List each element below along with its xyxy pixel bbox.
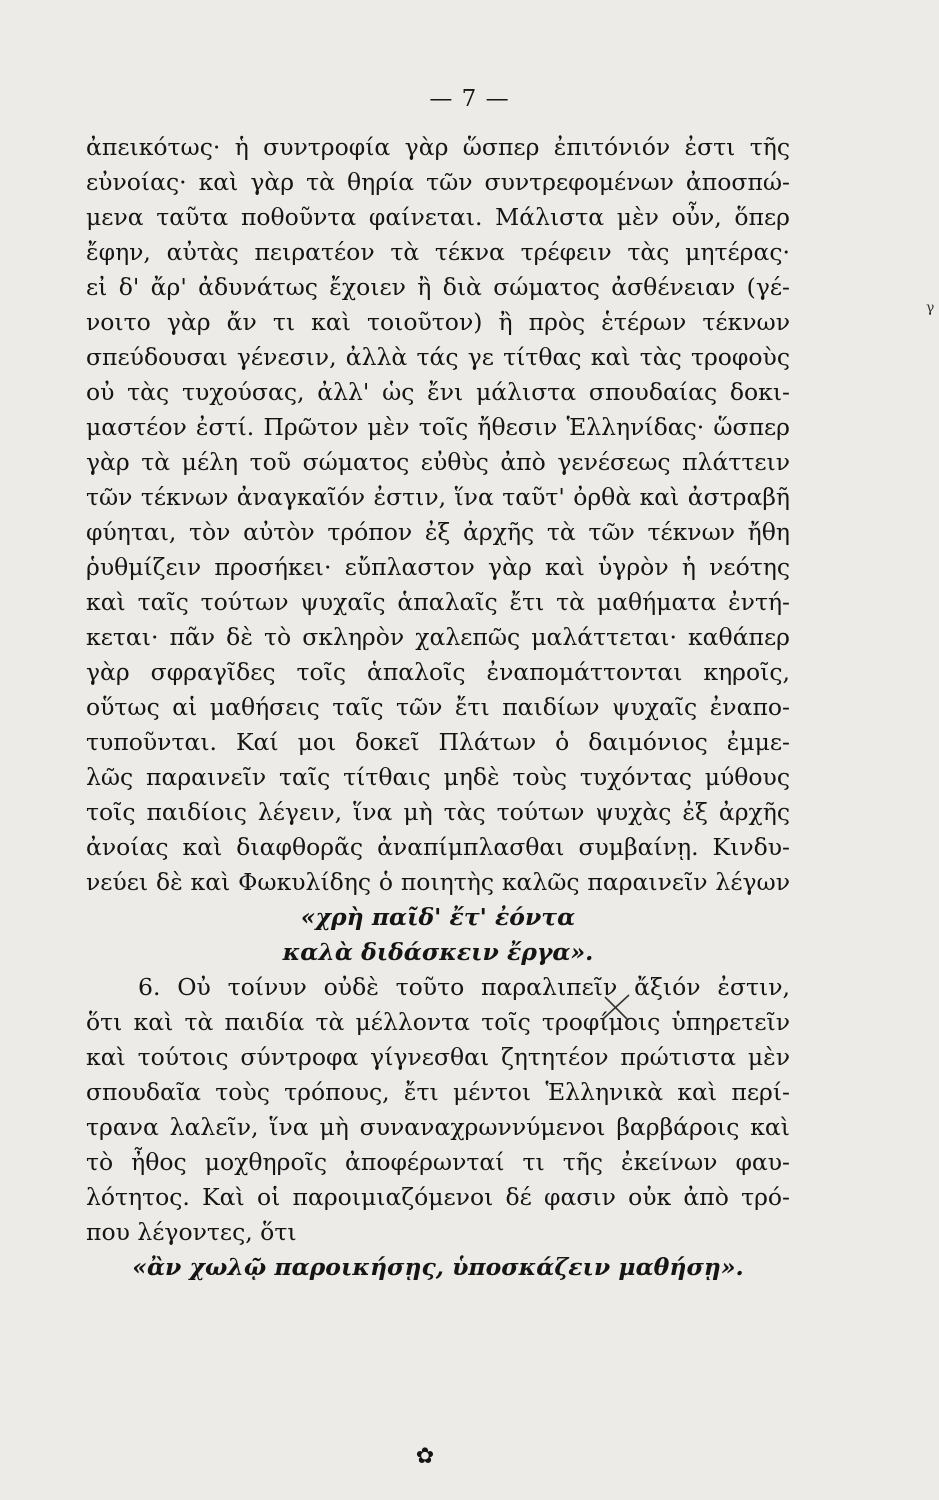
text-line: ὅτι καὶ τὰ παιδία τὰ μέλλοντα τοῖς τροφίμοις ὑπηρετεῖν [86,1008,790,1036]
text-line: τοῖς παιδίοις λέγειν, ἵνα μὴ τὰς τούτων ψυχὰς ἐξ ἀρχῆς [86,798,790,826]
text-line: φύηται, τὸν αὐτὸν τρόπον ἐξ ἀρχῆς τὰ τῶν τέκνων ἤθη [86,518,790,546]
ornament-icon: ✿ [415,1444,435,1469]
text-line: εἰ δ' ἄρ' ἀδυνάτως ἔχοιεν ἢ διὰ σώματος ἀσθένειαν (γέ- [86,273,790,301]
text-line: καὶ ταῖς τούτων ψυχαῖς ἁπαλαῖς ἔτι τὰ μαθήματα ἐντή- [86,588,790,616]
text-line: ἀνοίας καὶ διαφθορᾶς ἀναπίμπλασθαι συμβαίνῃ. Κινδυ- [86,833,790,861]
text-line: τρανα λαλεῖν, ἵνα μὴ συναναχρωννύμενοι βαρβάροις καὶ [86,1113,790,1141]
text-line: 6. Οὐ τοίνυν οὐδὲ τοῦτο παραλιπεῖν ἄξιόν ἐστιν, [138,973,790,1001]
page-number: — 7 — [429,86,510,112]
text-line: καὶ τούτοις σύντροφα γίγνεσθαι ζητητέον πρώτιστα μὲν [86,1043,790,1071]
text-line: ἀπεικότως· ἡ συντροφία γὰρ ὥσπερ ἐπιτόνιόν ἐστι τῆς [86,133,790,161]
body-text [86,130,790,1285]
text-line: που λέγοντες, ὅτι [86,1218,297,1246]
text-line: νεύει δὲ καὶ Φωκυλίδης ὁ ποιητὴς καλῶς παραινεῖν λέγων [86,868,790,896]
text-line: σπουδαῖα τοὺς τρόπους, ἔτι μέντοι Ἑλληνικὰ καὶ περί- [86,1078,790,1106]
text-line: «ἂν χωλῷ παροικήσῃς, ὑποσκάζειν μαθήσῃ». [132,1253,744,1281]
text-line: λότητος. Καὶ οἱ παροιμιαζόμενοι δέ φασιν οὐκ ἀπὸ τρό- [86,1183,790,1211]
text-line: τὸ ἦθος μοχθηροῖς ἀποφέρωνταί τι τῆς ἐκείνων φαυ- [86,1148,790,1176]
text-line: οὐ τὰς τυχούσας, ἀλλ' ὡς ἔνι μάλιστα σπουδαίας δοκι- [86,378,790,406]
text-line: γὰρ τὰ μέλη τοῦ σώματος εὐθὺς ἀπὸ γενέσεως πλάττειν [86,448,790,476]
text-line: γὰρ σφραγῖδες τοῖς ἁπαλοῖς ἐναπομάττονται κηροῖς, [86,658,790,686]
text-line: μαστέον ἐστί. Πρῶτον μὲν τοῖς ἤθεσιν Ἑλληνίδας· ὥσπερ [86,413,790,441]
text-line: τῶν τέκνων ἀναγκαῖόν ἐστιν, ἵνα ταῦτ' ὀρθὰ καὶ ἀστραβῆ [86,483,790,511]
text-line: λῶς παραινεῖν ταῖς τίτθαις μηδὲ τοὺς τυχόντας μύθους [86,763,790,791]
text-line: οὕτως αἱ μαθήσεις ταῖς τῶν ἔτι παιδίων ψυχαῖς ἐναπο- [86,693,790,721]
text-line: ἔφην, αὐτὰς πειρατέον τὰ τέκνα τρέφειν τὰς μητέρας· [86,238,790,266]
text-line: νοιτο γὰρ ἄν τι καὶ τοιοῦτον) ἢ πρὸς ἑτέρων τέκνων [86,308,790,336]
handwritten-cross-mark [600,992,632,1022]
margin-note: γ [926,300,935,316]
text-line: ῥυθμίζειν προσήκει· εὔπλαστον γὰρ καὶ ὑγρὸν ἡ νεότης [86,553,790,581]
text-line: «χρὴ παῖδ' ἔτ' ἐόντα [300,903,576,931]
text-line: εὐνοίας· καὶ γὰρ τὰ θηρία τῶν συντρεφομένων ἀποσπώ- [86,168,790,196]
text-line: κεται· πᾶν δὲ τὸ σκληρὸν χαλεπῶς μαλάττεται· καθάπερ [86,623,790,651]
text-line: τυποῦνται. Καί μοι δοκεῖ Πλάτων ὁ δαιμόνιος ἐμμε- [86,728,790,756]
text-line: καλὰ διδάσκειν ἔργα». [282,938,594,966]
text-line: σπεύδουσαι γένεσιν, ἀλλὰ τάς γε τίτθας καὶ τὰς τροφοὺς [86,343,790,371]
text-line: μενα ταῦτα ποθοῦντα φαίνεται. Μάλιστα μὲν οὖν, ὅπερ [86,203,790,231]
